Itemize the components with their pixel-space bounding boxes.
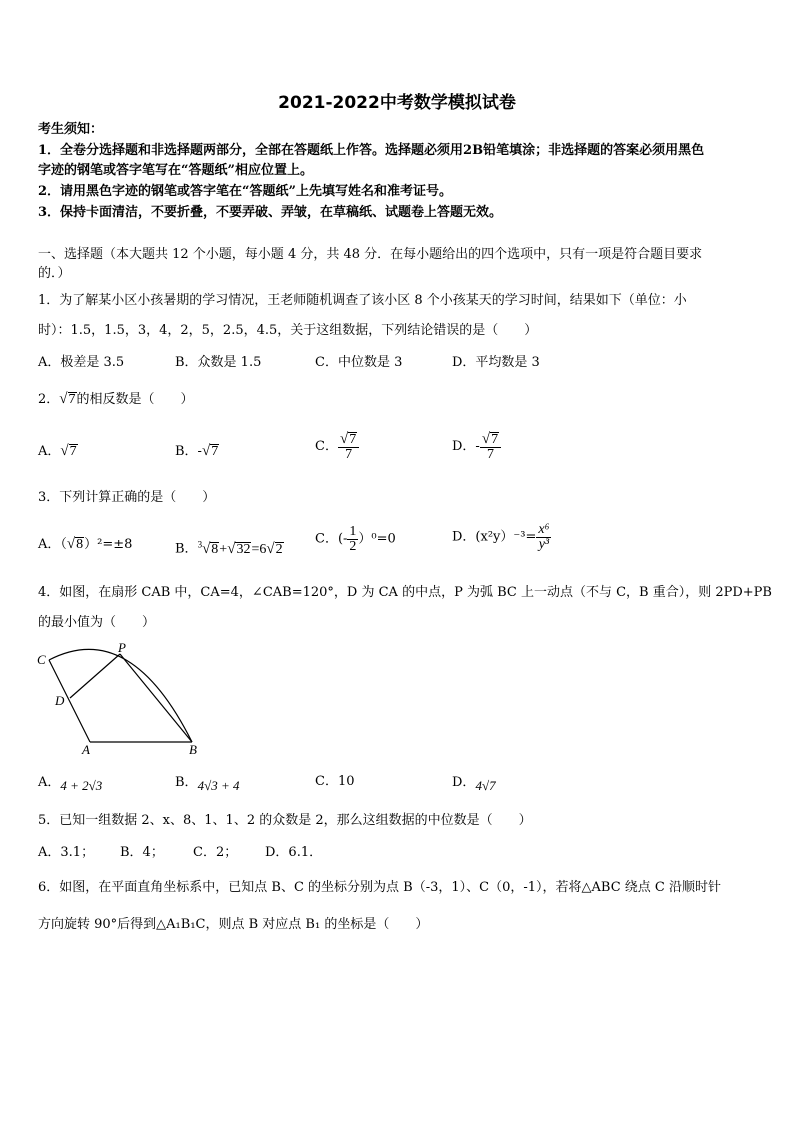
label-p: P <box>118 640 126 655</box>
question-2-option-b: B．-√7 <box>175 443 219 459</box>
label-a: A <box>82 742 90 757</box>
label-c: C <box>37 652 46 667</box>
sector-diagram <box>30 638 210 758</box>
question-6-stem-cont: 方向旋转 90°后得到△A₁B₁C，则点 B 对应点 B₁ 的坐标是（ ） <box>38 917 429 932</box>
question-4-stem: 4．如图，在扇形 CAB 中，CA=4，∠CAB=120°，D 为 CA 的中点，P 为弧 BC 上一动点（不与 C，B 重合），则 2PD+PB <box>38 585 772 600</box>
question-1-option-a: A．极差是 3.5 <box>38 355 125 370</box>
label-b: B <box>189 742 197 757</box>
label-d: D <box>55 693 65 708</box>
question-6-stem: 6．如图，在平面直角坐标系中，已知点 B、C 的坐标分别为点 B（-3，1）、C（0，-1），若将△ABC 绕点 C 沿顺时针 <box>38 880 722 895</box>
question-1-stem-cont: 时）：1.5，1.5，3，4，2，5，2.5，4.5，关于这组数据，下列结论错误的是（ ） <box>38 323 538 338</box>
segment-pb <box>120 654 192 742</box>
question-3-option-b: B．$^3$√8+√32=6√2 <box>175 539 283 557</box>
question-1-option-b: B．众数是 1.5 <box>175 355 262 370</box>
question-2-option-d: D．- $\frac{√7}{7}$ <box>452 432 501 462</box>
question-4-option-a: A．4 + 2√3 <box>38 775 103 793</box>
question-4-option-b: B．4√3 + 4 <box>175 775 240 793</box>
question-1-option-d: D．平均数是 3 <box>452 355 540 370</box>
question-3-stem: 3．下列计算正确的是（ ） <box>38 490 216 505</box>
question-4-option-c: C．10 <box>315 774 355 789</box>
question-4-stem-cont: 的最小值为（ ） <box>38 615 156 630</box>
question-2-option-a: A．√7 <box>38 443 77 459</box>
question-5-option-d: D．6.1． <box>265 845 323 860</box>
notice-item-2: 2．请用黑色字迹的钢笔或答字笔在“答题纸”上先填写姓名和准考证号。 <box>38 184 453 199</box>
section-heading: 一、选择题（本大题共 12 个小题，每小题 4 分，共 48 分．在每小题给出的四个选项中，只有一项是符合题目要求 <box>38 247 703 262</box>
question-3-option-d: D．(x²y）⁻³= $\frac{\text{x⁶}}{\text{y³}}$ <box>452 522 550 552</box>
segment-pd <box>70 654 120 698</box>
question-2-stem: 2．√7的相反数是（ ） <box>38 391 194 407</box>
question-1-stem: 1．为了解某小区小孩暑期的学习情况，王老师随机调查了该小区 8 个小孩某天的学习时间，结果如下（单位：小 <box>38 293 687 308</box>
arc-cb <box>49 649 192 742</box>
question-5-option-c: C．2； <box>193 845 238 860</box>
question-5-option-b: B．4； <box>120 845 164 860</box>
question-3-option-a: A．（√8）²=±8 <box>38 536 133 552</box>
page-title: 2021-2022中考数学模拟试卷 <box>278 93 516 113</box>
notice-item-1-cont: 字迹的钢笔或答字笔写在“答题纸”相应位置上。 <box>38 163 313 178</box>
section-heading-cont: 的．） <box>38 266 71 281</box>
question-1-option-c: C．中位数是 3 <box>315 355 403 370</box>
notice-heading: 考生须知： <box>38 122 104 137</box>
question-2-option-c: C． $\frac{√7}{7}$ <box>315 432 359 462</box>
question-5-option-a: A．3.1； <box>38 845 95 860</box>
question-3-option-c: C．(- $\frac{1}{2}$ ）⁰=0 <box>315 524 396 554</box>
question-4-option-d: D．4√7 <box>452 775 496 793</box>
notice-item-1: 1．全卷分选择题和非选择题两部分，全部在答题纸上作答。选择题必须用2B铅笔填涂；非选择题的答案必须用黑色 <box>38 143 705 158</box>
question-5-stem: 5．已知一组数据 2、x、8、1、1、2 的众数是 2，那么这组数据的中位数是（ ） <box>38 813 532 828</box>
notice-item-3: 3．保持卡面清洁，不要折叠，不要弄破、弄皱，在草稿纸、试题卷上答题无效。 <box>38 205 503 220</box>
